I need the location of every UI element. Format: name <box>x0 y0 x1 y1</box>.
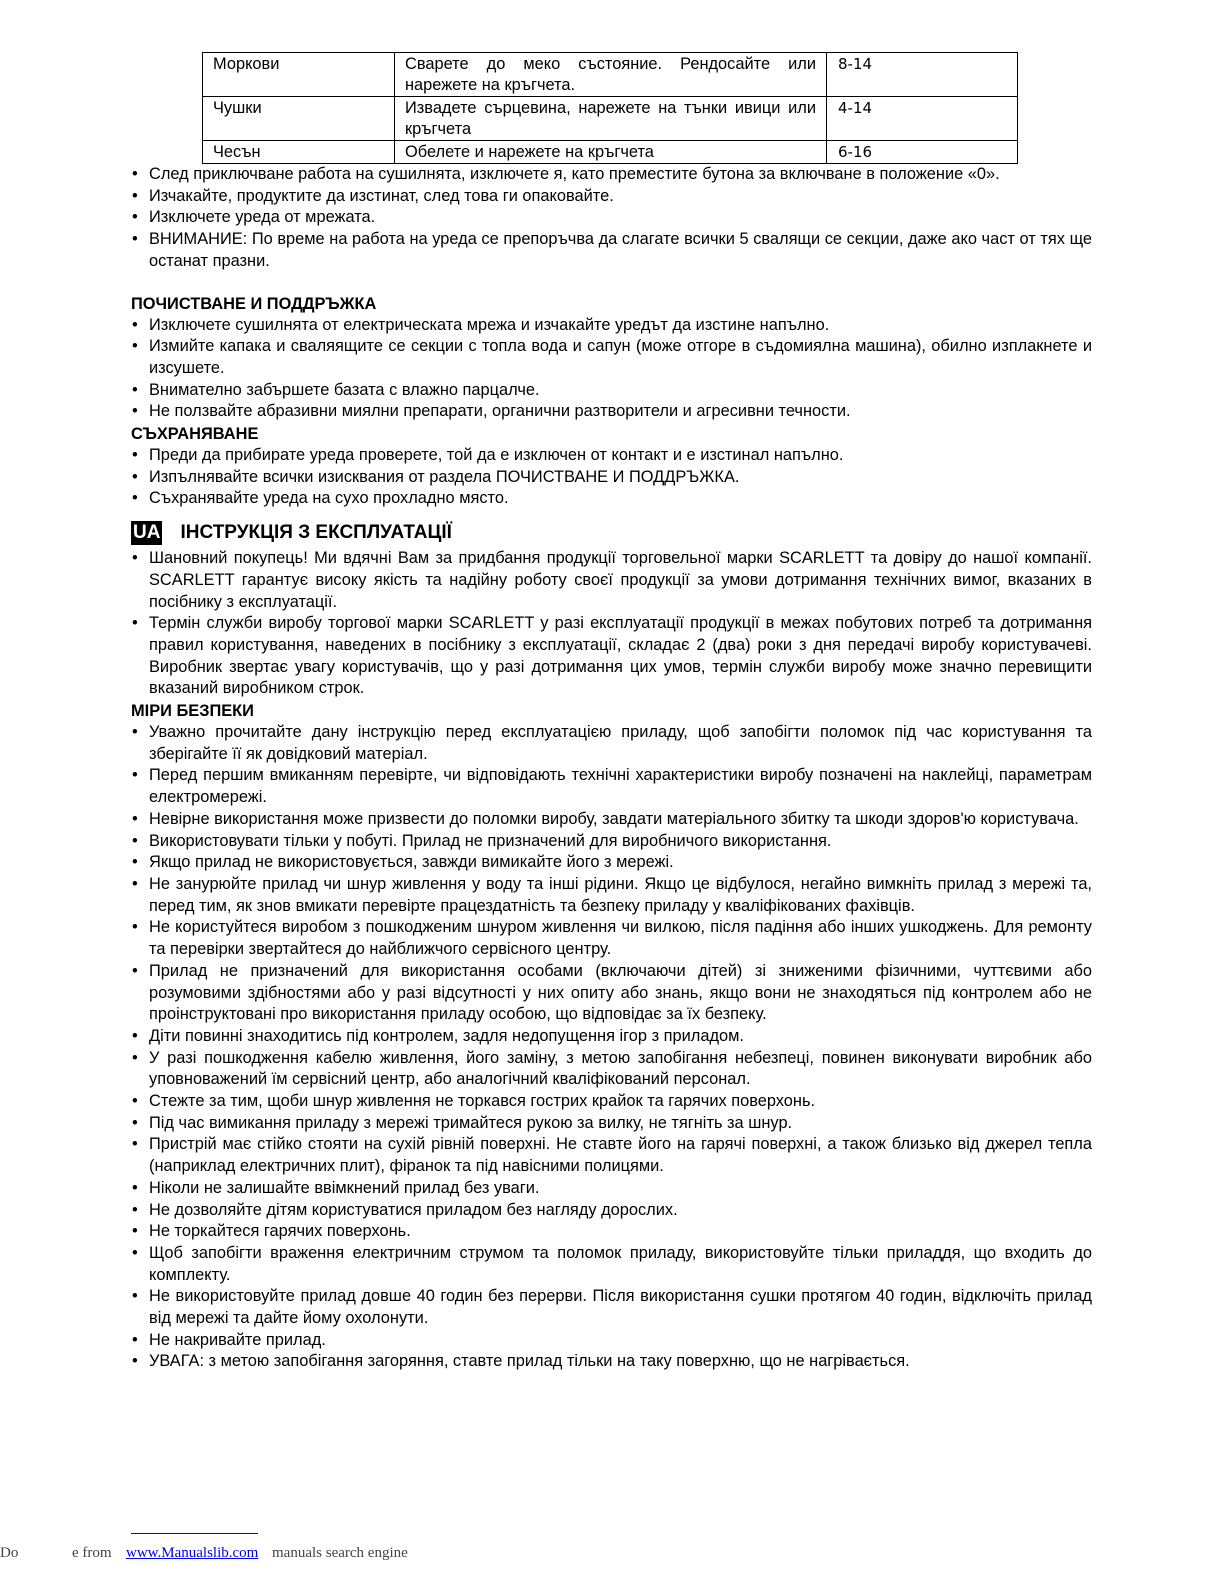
drying-time-cell: 8-14 <box>827 53 1018 97</box>
cleaning-list <box>131 315 1092 424</box>
list-item: • Не ползвайте абразивни миялни препарати, органични разтворители и агресивни течности. <box>131 401 1092 423</box>
list-item: • УВАГА: з метою запобігання загоряння, ставте прилад тільки на таку поверхню, що не нагрівається. <box>131 1351 1092 1373</box>
ua-title-text: ІНСТРУКЦІЯ З ЕКСПЛУАТАЦІЇ <box>180 522 452 544</box>
ua-safety-heading: МІРИ БЕЗПЕКИ <box>131 702 254 721</box>
list-item: • Шановний покупець! Ми вдячні Вам за придбання продукції торговельної марки SCARLETT та довіру до нашої компанії. SCARLETT гарантує високу якість та надійну роботу своєї продукції за умови дотримання технічних вимог, вказаних в посібнику з експлуатації. <box>131 548 1092 613</box>
list-item: • След приключване работа на сушилнята, изключете я, като преместите бутона за включване в положение «0». <box>131 164 1092 186</box>
drying-time-cell: 4-14 <box>827 97 1018 141</box>
list-item: • Використовувати тільки у побуті. Прилад не призначений для виробничого використання. <box>131 831 1092 853</box>
list-item: • Щоб запобігти враження електричним струмом та поломок приладу, використовуйте тільки приладдя, що входить до комплекту. <box>131 1243 1092 1286</box>
operation-end-list <box>131 164 1092 273</box>
list-item: • Не дозволяйте дітям користуватися приладом без нагляду дорослих. <box>131 1200 1092 1222</box>
list-item: • Невірне використання може призвести до поломки виробу, завдати матеріального збитку та шкоди здоров'ю користувача. <box>131 809 1092 831</box>
table-row <box>203 97 1018 141</box>
preparation-cell: Извадете сърцевина, нарежете на тънки ивици или кръгчета <box>395 97 827 141</box>
list-item: • Ніколи не залишайте ввімкнений прилад без уваги. <box>131 1178 1092 1200</box>
list-item: • Не торкайтеся гарячих поверхонь. <box>131 1221 1092 1243</box>
preparation-cell: Обелете и нарежете на кръгчета <box>395 141 827 164</box>
list-item: • Перед першим вмиканням перевірте, чи відповідають технічні характеристики виробу позначені на наклейці, параметрам електромережі. <box>131 765 1092 808</box>
vegetable-table <box>202 52 1018 164</box>
manualslib-link[interactable]: www.Manualslib.com <box>126 1545 259 1561</box>
ua-language-badge: UA <box>133 522 161 544</box>
list-item: • Не використовуйте прилад довше 40 годин без перерви. Після використання сушки протягом 40 годин, відключіть прилад від мережі та дайте йому охолонути. <box>131 1286 1092 1329</box>
vegetable-name-cell: Моркови <box>203 53 395 97</box>
list-item: • Прилад не призначений для використання особами (включаючи дітей) зі зниженими фізичними, чуттєвими або розумовими здібностями або у разі відсутності у них опиту або знань, якщо вони не знаходяться під контролем або не проінструктовані про використання приладу особою, що відповідає за їх безпеку. <box>131 961 1092 1026</box>
vegetable-name-cell: Чушки <box>203 97 395 141</box>
list-item: • Стежте за тим, щоби шнур живлення не торкався гострих крайок та гарячих поверхонь. <box>131 1091 1092 1113</box>
list-item: • ВНИМАНИЕ: По време на работа на уреда се препоръчва да слагате всички 5 свалящи се секции, даже ако част от тях ще останат празни. <box>131 229 1092 272</box>
ua-safety-list <box>131 722 1092 1373</box>
drying-time-cell: 6-16 <box>827 141 1018 164</box>
footer-suffix: manuals search engine <box>272 1545 408 1561</box>
list-item: • Изчакайте, продуктите да изстинат, след това ги опаковайте. <box>131 186 1092 208</box>
list-item: • Діти повинні знаходитись під контролем, задля недопущення ігор з приладом. <box>131 1026 1092 1048</box>
footer-rule <box>131 1533 258 1534</box>
storage-heading: СЪХРАНЯВАНЕ <box>131 425 259 444</box>
list-item: • Під час вимикання приладу з мережі тримайтеся рукою за вилку, не тягніть за шнур. <box>131 1113 1092 1135</box>
page-content <box>131 52 1092 1373</box>
list-item: • Не занурюйте прилад чи шнур живлення у воду та інші рідини. Якщо це відбулося, негайно вимкніть прилад з мережі та, перед тим, як знов вмикати перевірте працездатність та безпеку приладу у кваліфікованих фахівців. <box>131 874 1092 917</box>
footer-prefix: Do <box>0 1545 19 1561</box>
list-item: • Изпълнявайте всички изисквания от раздела ПОЧИСТВАНЕ И ПОДДРЪЖКА. <box>131 467 1092 489</box>
preparation-cell: Сварете до меко състояние. Рендосайте или нарежете на кръгчета. <box>395 53 827 97</box>
list-item: • Съхранявайте уреда на сухо прохладно място. <box>131 488 1092 510</box>
vegetable-name-cell: Чесън <box>203 141 395 164</box>
list-item: • Изключете сушилнята от електрическата мрежа и изчакайте уредът да изстине напълно. <box>131 315 1092 337</box>
table-row <box>203 53 1018 97</box>
list-item: • Измийте капака и сваляящите се секции с топла вода и сапун (може отгоре в съдомиялна машина), обилно изплакнете и изсушете. <box>131 336 1092 379</box>
list-item: • Изключете уреда от мрежата. <box>131 207 1092 229</box>
storage-list <box>131 445 1092 510</box>
list-item: • Уважно прочитайте дану інструкцію перед експлуатацією приладу, щоб запобігти поломок під час користування та зберігайте її як довідковий матеріал. <box>131 722 1092 765</box>
footer-mid: e from <box>72 1545 112 1561</box>
table-row <box>203 141 1018 164</box>
list-item: • Термін служби виробу торгової марки SCARLETT у разі експлуатації продукції в межах побутових потреб та дотримання правил користування, наведених в посібнику з експлуатації, складає 2 (два) роки з дня передачі виробу користувачеві. Виробник звертає увагу користувачів, що у разі дотримання цих умов, термін служби виробу може значно перевищити вказаний виробником строк. <box>131 613 1092 700</box>
list-item: • Пристрій має стійко стояти на сухій рівній поверхні. Не ставте його на гарячі поверхні, а також близько від джерел тепла (наприклад електричних плит), фіранок та під навісними полицями. <box>131 1134 1092 1177</box>
list-item: • Не користуйтеся виробом з пошкодженим шнуром живлення чи вилкою, після падіння або інших ушкоджень. Для ремонту та перевірки звертайтеся до найближчого сервісного центру. <box>131 917 1092 960</box>
list-item: • Якщо прилад не використовується, завжди вимикайте його з мережі. <box>131 852 1092 874</box>
ua-intro-list <box>131 548 1092 700</box>
list-item: • У разі пошкодження кабелю живлення, його заміну, з метою запобігання небезпеці, повинен виконувати виробник або уповноважений їм сервісний центр, або аналогічний кваліфікований персонал. <box>131 1048 1092 1091</box>
list-item: • Преди да прибирате уреда проверете, той да е изключен от контакт и е изстинал напълно. <box>131 445 1092 467</box>
list-item: • Внимателно забършете базата с влажно парцалче. <box>131 380 1092 402</box>
list-item: • Не накривайте прилад. <box>131 1330 1092 1352</box>
cleaning-heading: ПОЧИСТВАНЕ И ПОДДРЪЖКА <box>131 294 377 313</box>
ua-section-title <box>131 520 1092 546</box>
